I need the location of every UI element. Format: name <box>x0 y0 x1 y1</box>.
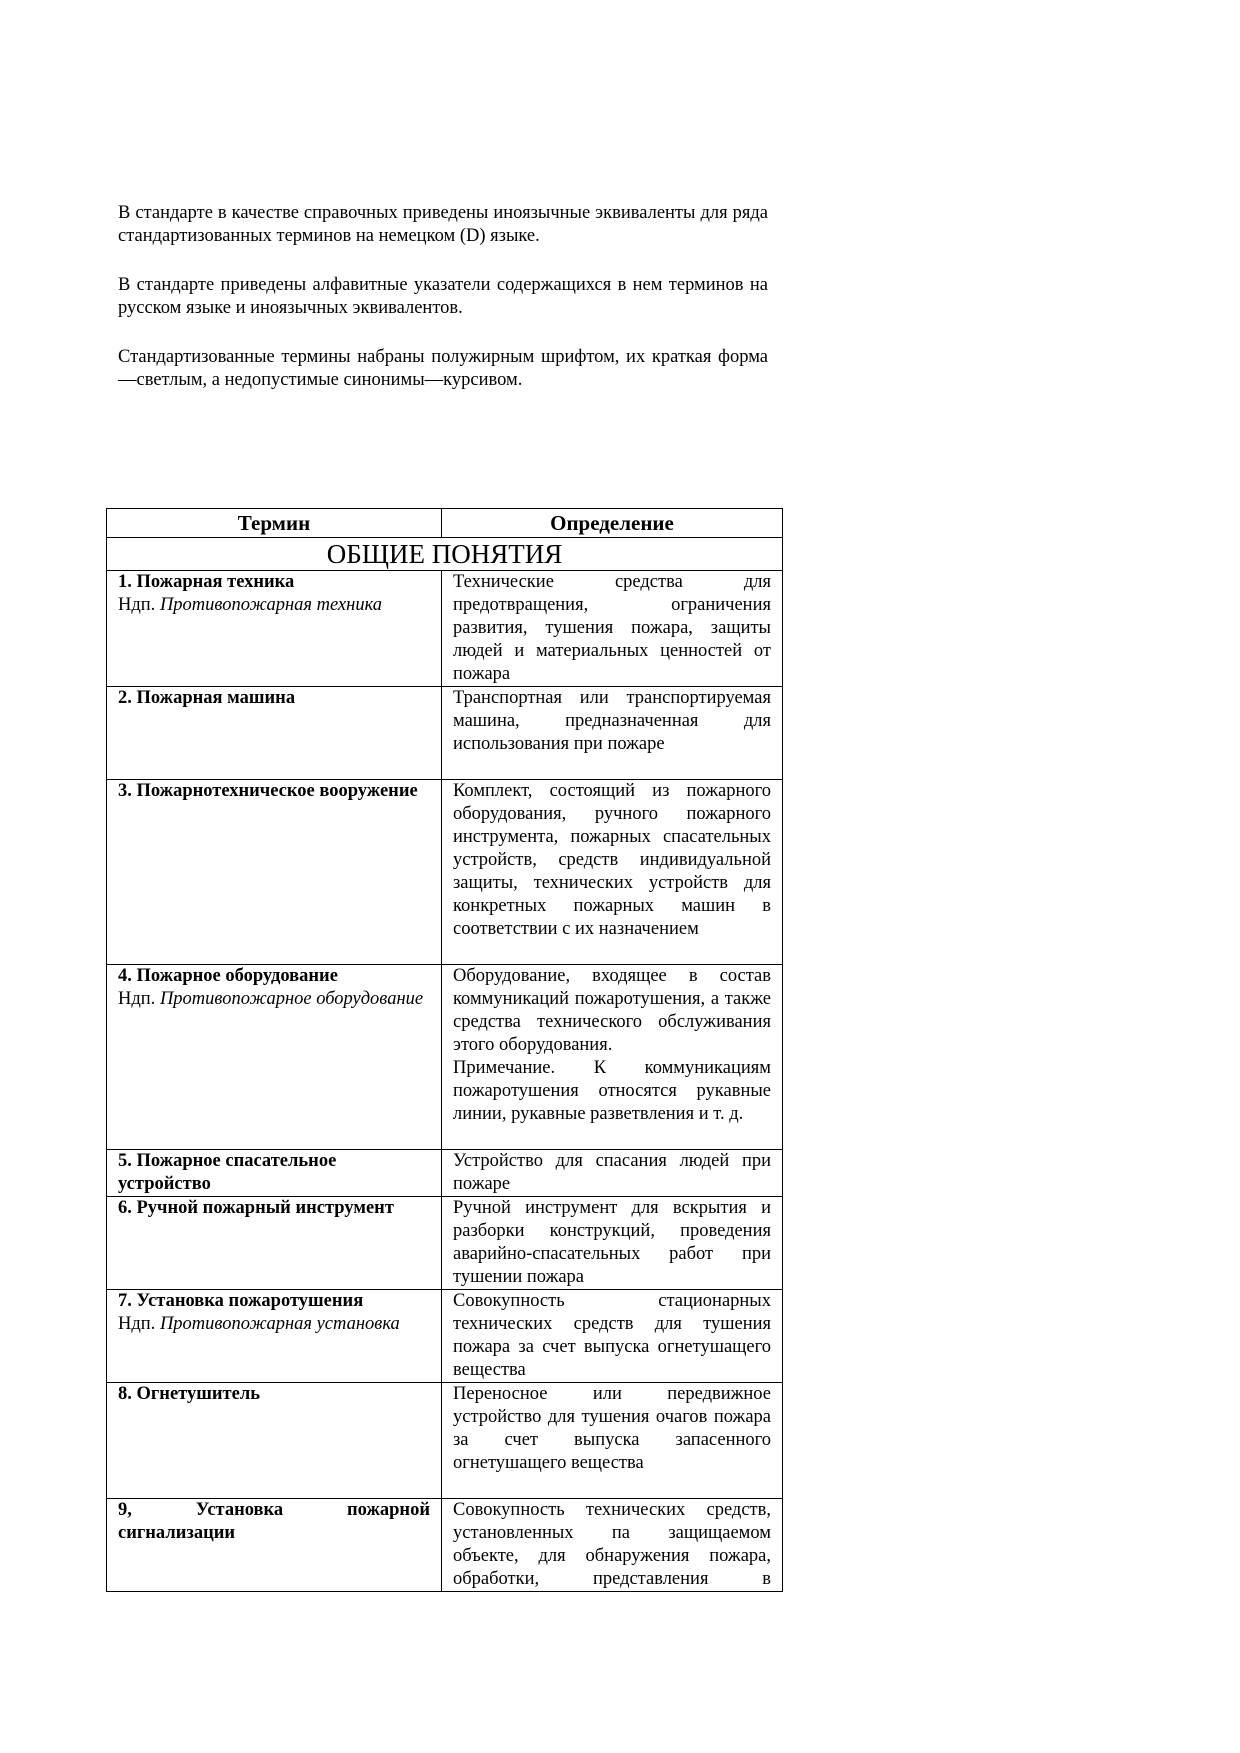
definition-cell <box>442 965 783 1150</box>
definition-text: Совокупность стационарных технических средств для тушения пожара за счет выпуска огнетушащего вещества <box>453 1291 771 1380</box>
definition-text: Совокупность технических средств, установленных па защищаемом объекте, для обнаружения пожара, обработки, представления в <box>453 1500 771 1589</box>
synonym-prefix: Ндп. <box>118 595 156 615</box>
intro-paragraph: Стандартизованные термины набраны полужирным шрифтом, их краткая форма—светлым, а недопустимые синонимы—курсивом. <box>118 347 768 390</box>
definition-cell <box>442 1290 783 1383</box>
term-cell <box>107 1290 442 1383</box>
term-synonym <box>118 988 430 1011</box>
term-name: 1. Пожарная техника <box>118 572 295 592</box>
table-header-row <box>107 509 783 538</box>
definition-cell <box>442 1197 783 1290</box>
term-cell <box>107 1150 442 1197</box>
table-row <box>107 1290 783 1383</box>
table-row <box>107 1197 783 1290</box>
synonym-prefix: Ндп. <box>118 1314 156 1334</box>
table-row <box>107 965 783 1150</box>
term-synonym <box>118 594 430 617</box>
section-title: ОБЩИЕ ПОНЯТИЯ <box>107 538 783 571</box>
table-row <box>107 1499 783 1592</box>
synonym-text: Противопожарная установка <box>159 1314 400 1334</box>
term-synonym <box>118 1313 430 1336</box>
term-name: 6. Ручной пожарный инструмент <box>118 1198 394 1218</box>
terms-table <box>106 508 783 1592</box>
term-cell <box>107 1197 442 1290</box>
term-name: 8. Огнетушитель <box>118 1384 260 1404</box>
section-row <box>107 538 783 571</box>
term-name: 9, Установка пожарной сигнализации <box>118 1500 430 1543</box>
definition-cell <box>442 1383 783 1499</box>
definition-text: Комплект, состоящий из пожарного оборудования, ручного пожарного инструмента, пожарных спасательных устройств, средств индивидуальной защиты, технических устройств для конкретных пожарных машин в соответствии с их назначением <box>453 781 771 939</box>
definition-cell <box>442 1150 783 1197</box>
term-cell <box>107 1383 442 1499</box>
intro-text <box>118 202 768 418</box>
definition-text: Оборудование, входящее в состав коммуникаций пожаротушения, а также средства технического обслуживания этого оборудования. <box>453 966 771 1055</box>
term-name: 2. Пожарная машина <box>118 688 296 708</box>
table-row <box>107 1150 783 1197</box>
term-cell <box>107 1499 442 1592</box>
definition-cell <box>442 780 783 965</box>
term-cell <box>107 965 442 1150</box>
definition-text: Транспортная или транспортируемая машина, предназначенная для использования при пожаре <box>453 688 771 754</box>
header-term: Термин <box>107 509 442 538</box>
intro-paragraph: В стандарте в качестве справочных приведены иноязычные эквиваленты для ряда стандартизованных терминов на немецком (D) языке. <box>118 203 768 246</box>
table-row <box>107 571 783 687</box>
definition-note: Примечание. К коммуникациям пожаротушения относятся рукавные линии, рукавные разветвления и т. д. <box>453 1058 771 1124</box>
table-row <box>107 780 783 965</box>
table-row <box>107 687 783 780</box>
definition-text: Переносное или передвижное устройство для тушения очагов пожара за счет выпуска запасенного огнетушащего вещества <box>453 1384 771 1473</box>
term-name: 7. Установка пожаротушения <box>118 1291 364 1311</box>
definition-text: Ручной инструмент для вскрытия и разборки конструкций, проведения аварийно-спасательных работ при тушении пожара <box>453 1198 771 1287</box>
term-name: 3. Пожарнотехническое вооружение <box>118 781 418 801</box>
synonym-text: Противопожарное оборудование <box>159 989 424 1009</box>
table-row <box>107 1383 783 1499</box>
term-cell <box>107 571 442 687</box>
definition-cell <box>442 1499 783 1592</box>
synonym-prefix: Ндп. <box>118 989 156 1009</box>
definition-text: Устройство для спасания людей при пожаре <box>453 1151 771 1194</box>
term-cell <box>107 687 442 780</box>
synonym-text: Противопожарная техника <box>159 595 383 615</box>
header-definition: Определение <box>442 509 783 538</box>
term-name: 4. Пожарное оборудование <box>118 966 338 986</box>
definition-cell <box>442 571 783 687</box>
intro-paragraph: В стандарте приведены алфавитные указатели содержащихся в нем терминов на русском языке и иноязычных эквивалентов. <box>118 275 768 318</box>
definition-text: Технические средства для предотвращения, ограничения развития, тушения пожара, защиты людей и материальных ценностей от пожара <box>453 572 771 684</box>
definition-cell <box>442 687 783 780</box>
term-name: 5. Пожарное спасательное устройство <box>118 1151 337 1194</box>
term-cell <box>107 780 442 965</box>
